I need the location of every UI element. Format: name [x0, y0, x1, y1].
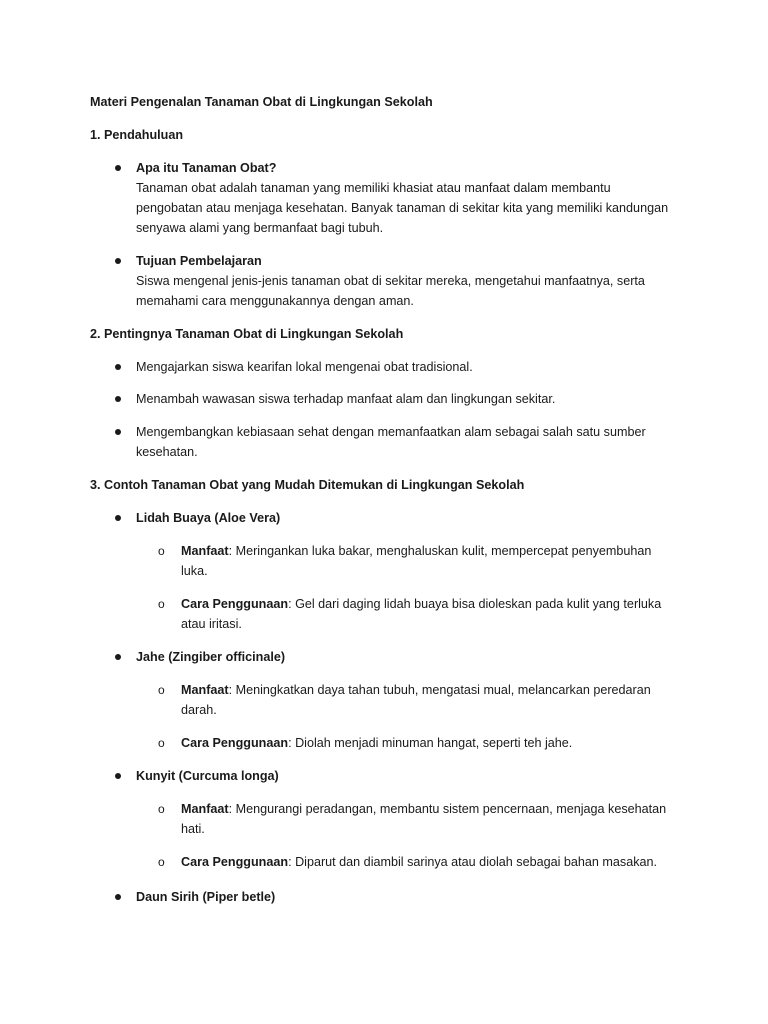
sub-bullet: o — [158, 683, 165, 697]
manfaat-text: : Meningkatkan daya tahan tubuh, mengatasi mual, melancarkan peredaran — [228, 683, 651, 697]
sub-item-text: luka. — [181, 564, 208, 578]
list-item: Menambah wawasan siswa terhadap manfaat alam dan lingkungan sekitar. — [136, 392, 556, 406]
section-heading-1: 1. Pendahuluan — [90, 128, 184, 142]
bullet-dot — [115, 894, 121, 900]
sub-item — [181, 541, 651, 561]
plant-name: Jahe (Zingiber officinale) — [136, 650, 286, 664]
section-heading-3: 3. Contoh Tanaman Obat yang Mudah Ditemukan di Lingkungan Sekolah — [90, 478, 525, 492]
sub-item — [181, 799, 666, 819]
sub-bullet: o — [158, 736, 165, 750]
sub-item-text: darah. — [181, 703, 217, 717]
cara-label: Cara Penggunaan — [181, 597, 289, 611]
manfaat-label: Manfaat — [181, 544, 229, 558]
bullet-dot — [115, 396, 121, 402]
sub-item — [181, 733, 572, 753]
sub-bullet: o — [158, 597, 165, 611]
item-label: Tujuan Pembelajaran — [136, 254, 262, 268]
item-text: senyawa alami yang bermanfaat bagi tubuh. — [136, 221, 384, 235]
sub-item-text: hati. — [181, 822, 205, 836]
item-text: pengobatan atau menjaga kesehatan. Banyak tanaman di sekitar kita yang memiliki kandungan — [136, 201, 669, 215]
bullet-dot — [115, 364, 121, 370]
sub-bullet: o — [158, 802, 165, 816]
bullet-dot — [115, 773, 121, 779]
manfaat-label: Manfaat — [181, 802, 229, 816]
cara-text: : Diolah menjadi minuman hangat, seperti teh jahe. — [288, 736, 573, 750]
bullet-dot — [115, 654, 121, 660]
list-item: Mengajarkan siswa kearifan lokal mengenai obat tradisional. — [136, 360, 473, 374]
plant-name: Lidah Buaya (Aloe Vera) — [136, 511, 281, 525]
manfaat-text: : Mengurangi peradangan, membantu sistem pencernaan, menjaga kesehatan — [228, 802, 667, 816]
item-text: Tanaman obat adalah tanaman yang memiliki khasiat atau manfaat dalam membantu — [136, 181, 611, 195]
sub-item — [181, 680, 651, 700]
item-text: Siswa mengenal jenis-jenis tanaman obat di sekitar mereka, mengetahui manfaatnya, serta — [136, 274, 645, 288]
plant-name: Daun Sirih (Piper betle) — [136, 890, 276, 904]
cara-label: Cara Penggunaan — [181, 855, 289, 869]
section-heading-2: 2. Pentingnya Tanaman Obat di Lingkungan Sekolah — [90, 327, 404, 341]
bullet-dot — [115, 258, 121, 264]
manfaat-text: : Meringankan luka bakar, menghaluskan kulit, mempercepat penyembuhan — [228, 544, 652, 558]
sub-bullet: o — [158, 544, 165, 558]
plant-name: Kunyit (Curcuma longa) — [136, 769, 279, 783]
bullet-dot — [115, 515, 121, 521]
item-label: Apa itu Tanaman Obat? — [136, 161, 277, 175]
cara-text: : Gel dari daging lidah buaya bisa dioleskan pada kulit yang terluka — [288, 597, 662, 611]
bullet-dot — [115, 429, 121, 435]
sub-bullet: o — [158, 855, 165, 869]
bullet-dot — [115, 165, 121, 171]
cara-label: Cara Penggunaan — [181, 736, 289, 750]
document-title: Materi Pengenalan Tanaman Obat di Lingkungan Sekolah — [90, 95, 433, 109]
manfaat-label: Manfaat — [181, 683, 229, 697]
item-text: memahami cara menggunakannya dengan aman. — [136, 294, 414, 308]
sub-item — [181, 852, 657, 872]
sub-item-text: atau iritasi. — [181, 617, 242, 631]
list-item: Mengembangkan kebiasaan sehat dengan memanfaatkan alam sebagai salah satu sumber — [136, 425, 646, 439]
list-item: kesehatan. — [136, 445, 198, 459]
cara-text: : Diparut dan diambil sarinya atau diolah sebagai bahan masakan. — [288, 855, 658, 869]
sub-item — [181, 594, 661, 614]
